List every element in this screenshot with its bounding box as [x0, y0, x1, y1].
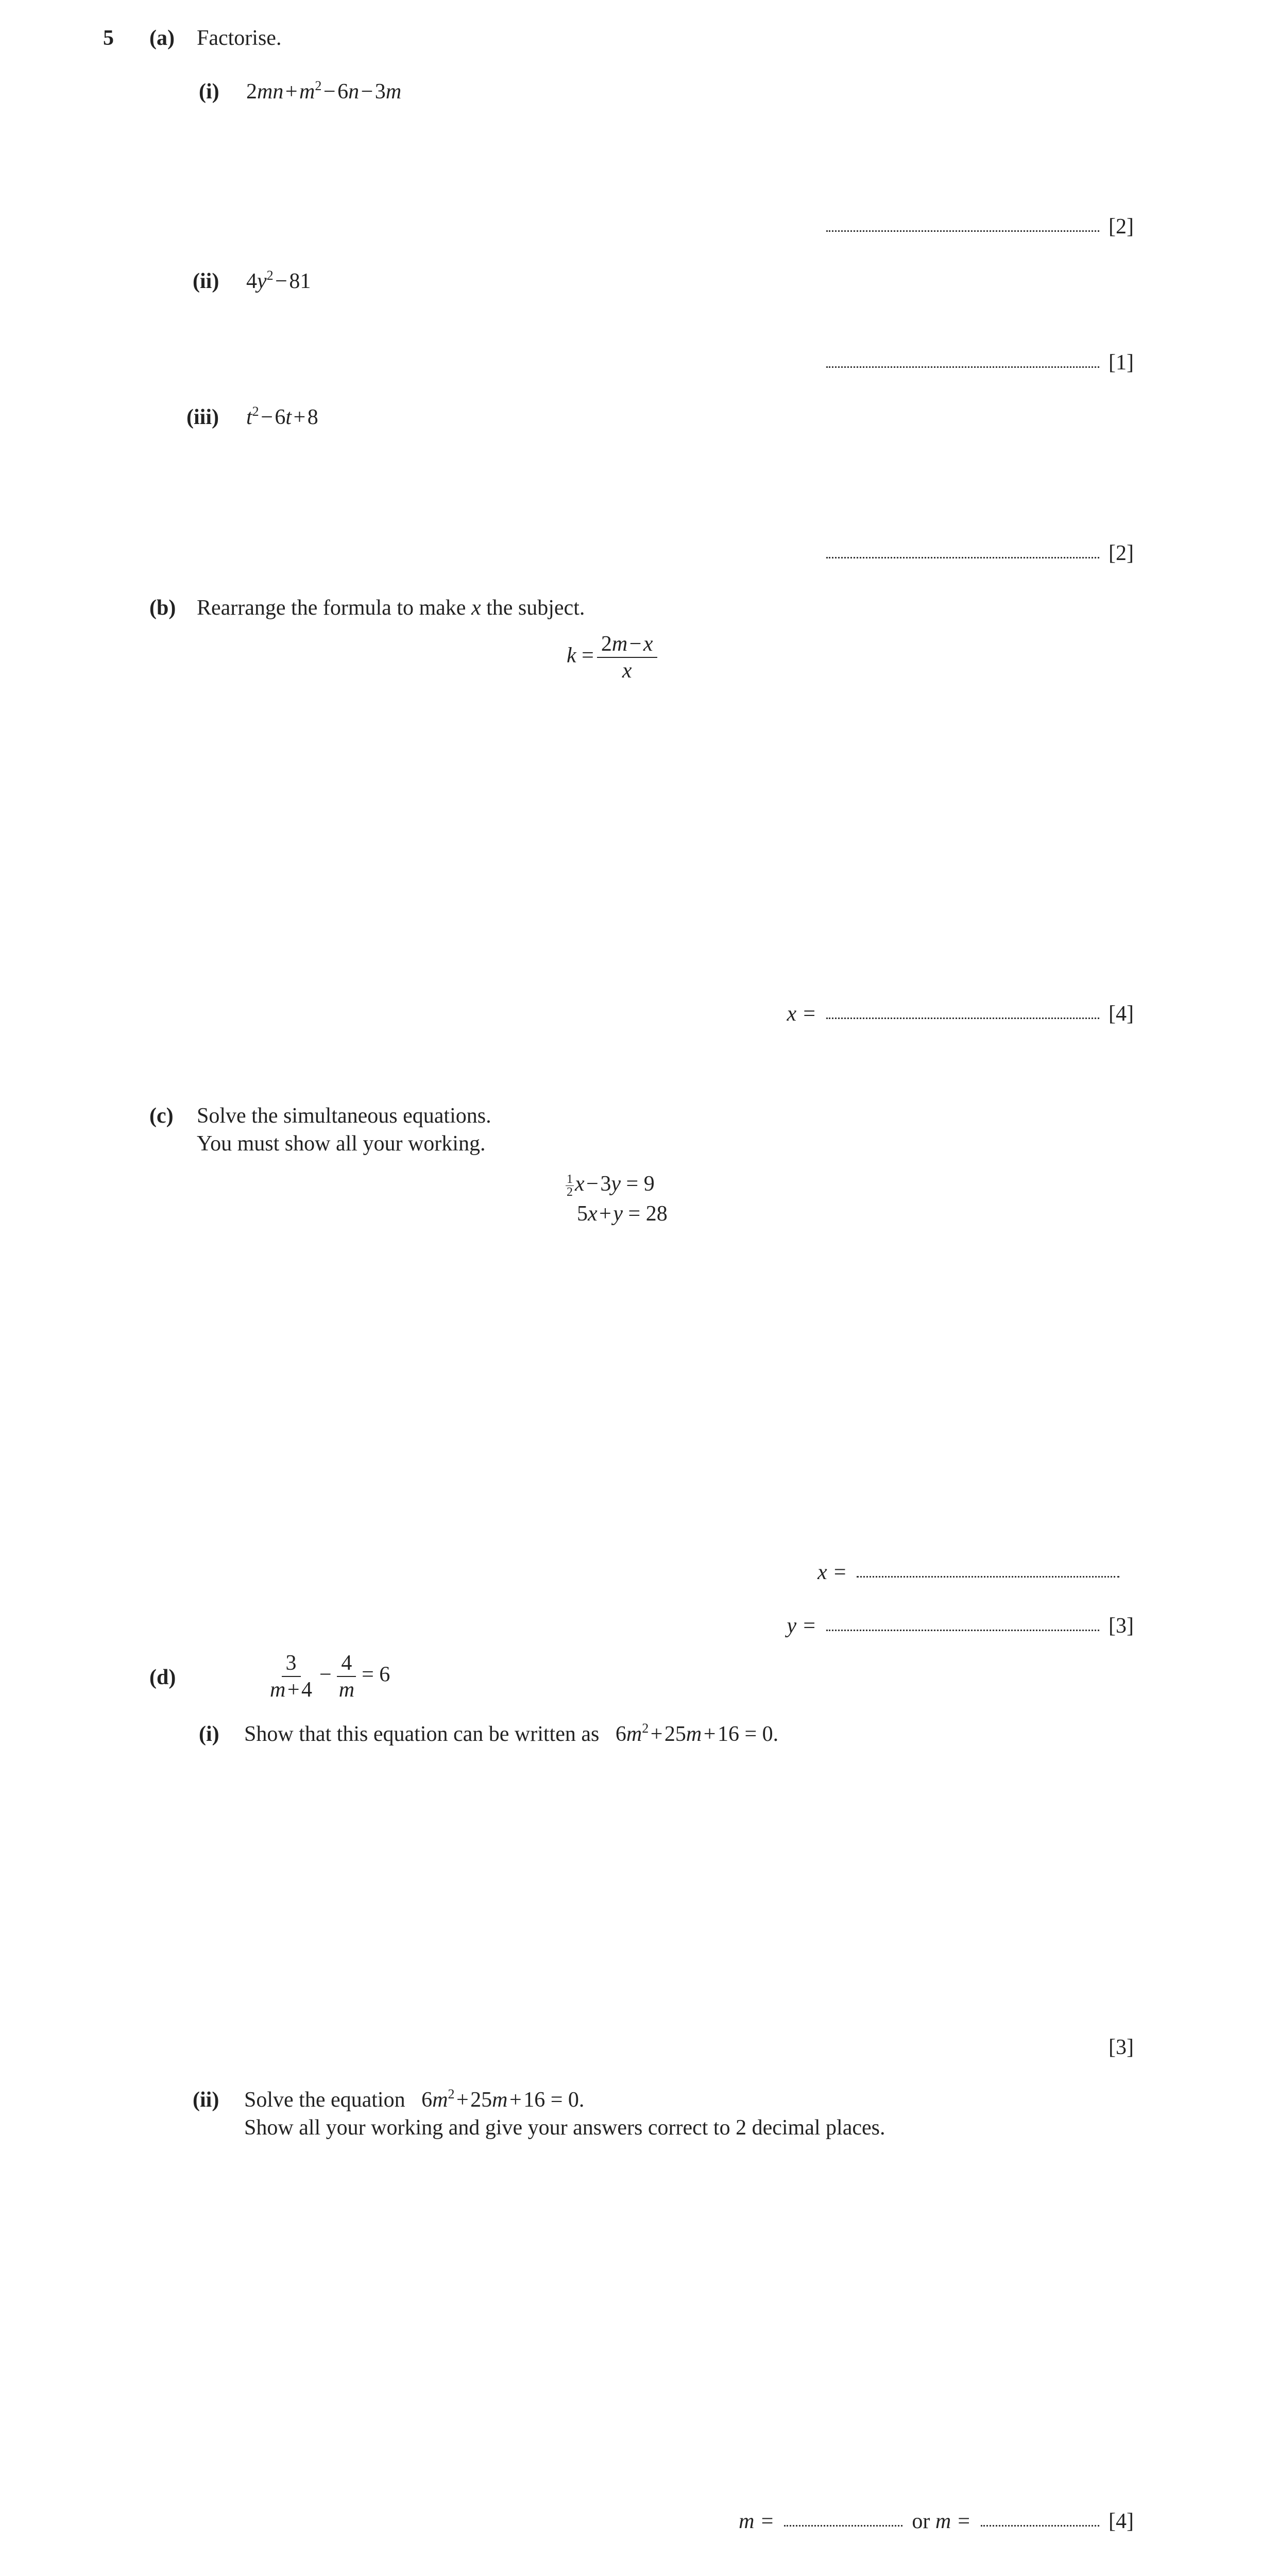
answer-input-c-y[interactable] — [826, 1624, 1099, 1631]
part-d-i-label: (i) — [199, 1722, 219, 1746]
answer-line-c-x — [817, 1559, 1123, 1586]
part-d-ii-label: (ii) — [193, 2088, 219, 2112]
answer-line-a-ii — [822, 349, 1134, 377]
answer-input-a-i[interactable] — [826, 225, 1099, 232]
question-number: 5 — [103, 26, 114, 50]
marks-d-ii: [4] — [1109, 2510, 1134, 2533]
answer-input-b[interactable] — [826, 1012, 1099, 1019]
part-a-iii-label: (iii) — [186, 405, 219, 429]
part-d-label: (d) — [149, 1666, 176, 1689]
answer-input-a-ii[interactable] — [826, 361, 1099, 368]
marks-a-iii: [2] — [1109, 541, 1134, 565]
part-a-label: (a) — [149, 26, 175, 50]
part-a-i-label: (i) — [199, 80, 219, 104]
part-a-instruction: Factorise. — [197, 26, 282, 50]
or-text: or — [912, 2510, 930, 2533]
answer-line-d-ii — [739, 2508, 1134, 2535]
answer-label-d-ii-m2: m = — [935, 2510, 972, 2533]
answer-label-d-ii-m1: m = — [739, 2510, 775, 2533]
answer-label-c-y: y = — [787, 1614, 817, 1638]
answer-input-c-x[interactable] — [857, 1571, 1119, 1578]
answer-label-b: x = — [787, 1002, 817, 1026]
part-b-label: (b) — [149, 596, 176, 620]
answer-line-c-y — [787, 1613, 1134, 1640]
answer-line-b — [787, 1001, 1134, 1028]
answer-input-a-iii[interactable] — [826, 552, 1099, 558]
expression-a-ii: $4y^2$ − 81 — [246, 268, 311, 293]
answer-line-a-iii — [822, 540, 1134, 567]
part-d-i-text: Show that this equation can be written as $6m^2$ + 25m + 16 = 0. — [244, 1721, 779, 1746]
expression-a-iii: $t^2$ − 6t + 8 — [246, 404, 318, 429]
answer-label-c-x: x = — [817, 1561, 847, 1584]
equation-c-2: 5x + y = 28 — [577, 1202, 668, 1226]
part-d-ii-line2: Show all your working and give your answers correct to 2 decimal places. — [244, 2116, 885, 2140]
answer-input-d-ii-m1[interactable] — [784, 2520, 902, 2527]
marks-b: [4] — [1109, 1002, 1134, 1026]
part-a-ii-label: (ii) — [193, 269, 219, 293]
marks-a-ii: [1] — [1109, 351, 1134, 375]
expression-a-i: 2mn + $m^2$ − 6n − 3m — [246, 78, 402, 104]
part-b-instruction: Rearrange the formula to make x the subject. — [197, 596, 585, 620]
part-c-label: (c) — [149, 1104, 174, 1128]
equation-c-1: $\frac{1}{2}$ x − 3y = 9 — [567, 1172, 655, 1199]
marks-c: [3] — [1109, 1614, 1134, 1638]
part-c-line1: Solve the simultaneous equations. — [197, 1104, 491, 1128]
equation-d: $\frac{3}{m + 4}$ − $\frac{4}{m}$ = 6 — [270, 1651, 390, 1702]
marks-d-i: [3] — [1109, 2036, 1134, 2059]
part-d-ii-text: Solve the equation $6m^2$ + 25m + 16 = 0. — [244, 2087, 585, 2112]
answer-input-d-ii-m2[interactable] — [981, 2520, 1099, 2527]
marks-a-i: [2] — [1109, 215, 1134, 239]
formula-b: k = $\frac{2m - x}{x}$ — [567, 633, 660, 682]
answer-line-a-i — [822, 213, 1134, 241]
part-c-line2: You must show all your working. — [197, 1132, 486, 1156]
